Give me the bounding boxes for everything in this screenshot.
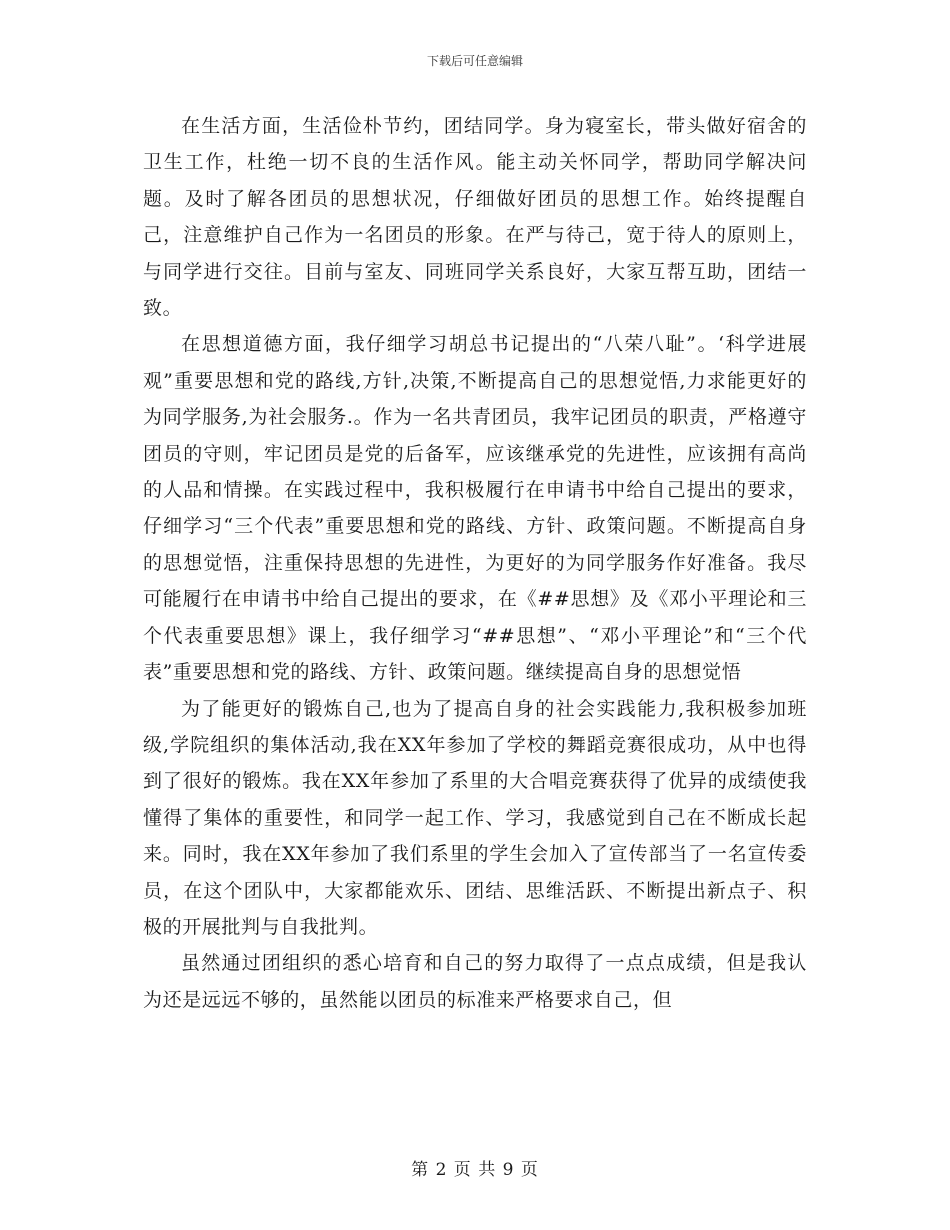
document-body — [143, 108, 807, 1018]
page-header: 下载后可任意编辑 — [426, 54, 523, 68]
paragraph-ideology: 在思想道德方面，我仔细学习胡总书记提出的“八荣八耻”。‘科学进展观”重要思想和党的路线,方针,决策,不断提高自己的思想觉悟,力求能更好的为同学服务,为社会服务.。作为一名共青团员，我牢记团员的职责，严格遵守团员的守则，牢记团员是党的后备军，应该继承党的先进性，应该拥有高尚的人品和情操。在实践过程中，我积极履行在申请书中给自己提出的要求，仔细学习“三个代表”重要思想和党的路线、方针、政策问题。不断提高自身的思想觉悟，注重保持思想的先进性，为更好的为同学服务作好准备。我尽可能履行在申请书中给自己提出的要求，在《##思想》及《邓小平理论和三个代表重要思想》课上，我仔细学习“##思想”、“邓小平理论”和“三个代表”重要思想和党的路线、方针、政策问题。继续提高自身的思想觉悟 — [143, 333, 807, 684]
paragraph-life: 在生活方面，生活俭朴节约，团结同学。身为寝室长，带头做好宿舍的卫生工作，杜绝一切不良的生活作风。能主动关怀同学，帮助同学解决问题。及时了解各团员的思想状况，仔细做好团员的思想工作。始终提醒自己，注意维护自己作为一名团员的形象。在严与待己，宽于待人的原则上，与同学进行交往。目前与室友、同班同学关系良好，大家互帮互助，团结一致。 — [143, 115, 807, 320]
paragraph-activities: 为了能更好的锻炼自己,也为了提高自身的社会实践能力,我积极参加班级,学院组织的集体活动,我在XX年参加了学校的舞蹈竞赛很成功，从中也得到了很好的锻炼。我在XX年参加了系里的大合唱竞赛获得了优异的成绩使我懂得了集体的重要性，和同学一起工作、学习，我感觉到自己在不断成长起来。同时，我在XX年参加了我们系里的学生会加入了宣传部当了一名宣传委员，在这个团队中，大家都能欢乐、团结、思维活跃、不断提出新点子、积极的开展批判与自我批判。 — [143, 697, 807, 938]
paragraph-reflection: 虽然通过团组织的悉心培育和自己的努力取得了一点点成绩，但是我认为还是远远不够的，虽然能以团员的标准来严格要求自己，但 — [143, 952, 807, 1011]
page-number: 第 2 页 共 9 页 — [411, 1160, 539, 1180]
